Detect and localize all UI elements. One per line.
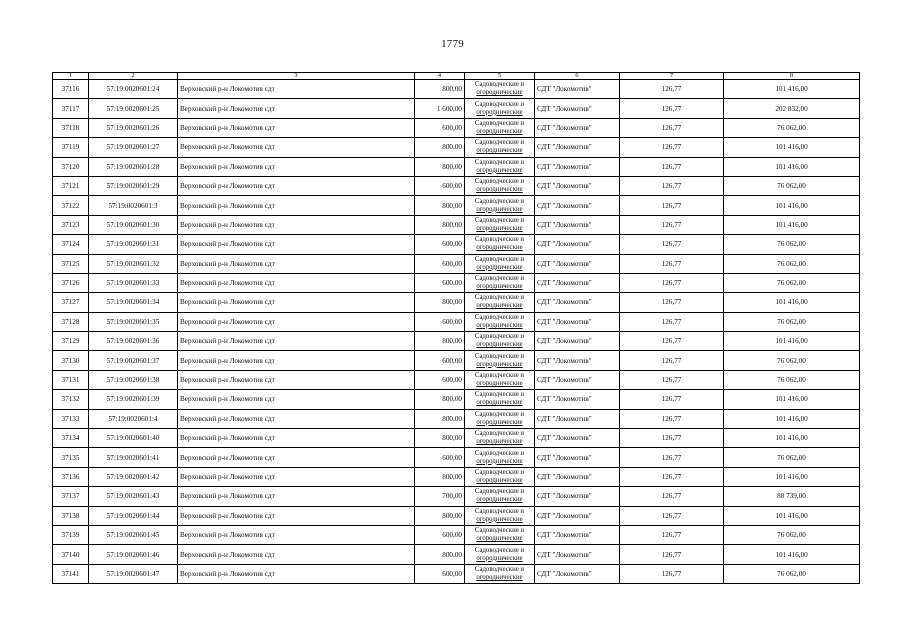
table-row [53, 138, 860, 157]
cadastral-number-cell: 57:19:0020601:35 [89, 312, 178, 331]
address-cell: Верховский р-н Локомотив сдт [178, 545, 415, 564]
unit-price-cell: 126,77 [620, 506, 724, 525]
organization-cell: СДТ "Локомотив" [535, 293, 620, 312]
land-use-category-line-1: Садоводческие и [474, 216, 525, 224]
unit-price-cell: 126,77 [620, 254, 724, 273]
cadastral-number-cell: 57:19:0020601:42 [89, 467, 178, 486]
cadastral-number-cell: 57:19:0020601:46 [89, 545, 178, 564]
land-use-category-line-1: Садоводческие и [474, 178, 525, 186]
land-use-category-line-2: огороднические [476, 166, 523, 174]
area-cell: 600,00 [415, 118, 465, 137]
land-use-category-line-1: Садоводческие и [474, 275, 525, 283]
cadastral-value-cell: 101 416,00 [724, 215, 860, 234]
cadastral-number-cell: 57:19:0020601:38 [89, 370, 178, 389]
cadastral-number-cell: 57:19:0020601:41 [89, 448, 178, 467]
unit-price-cell: 126,77 [620, 118, 724, 137]
unit-price-cell: 126,77 [620, 138, 724, 157]
cadastral-value-cell: 76 062,00 [724, 273, 860, 292]
cadastral-value-cell: 76 062,00 [724, 312, 860, 331]
column-header-1: 1 [53, 73, 89, 80]
land-use-category-line-2: огороднические [476, 186, 523, 194]
cadastral-value-cell: 101 416,00 [724, 293, 860, 312]
area-cell: 600,00 [415, 176, 465, 195]
cadastral-number-cell: 57:19:0020601:44 [89, 506, 178, 525]
table-row [53, 564, 860, 583]
land-use-category-cell [465, 448, 535, 467]
column-header-6: 6 [535, 73, 620, 80]
cadastral-value-cell: 76 062,00 [724, 448, 860, 467]
land-use-category-cell [465, 351, 535, 370]
land-use-category-line-1: Садоводческие и [474, 546, 525, 554]
land-use-category-cell [465, 312, 535, 331]
record-number-cell: 37124 [53, 235, 89, 254]
cadastral-number-cell: 57:19:0020601:24 [89, 80, 178, 99]
land-use-category-line-1: Садоводческие и [474, 449, 525, 457]
land-use-category-cell [465, 99, 535, 118]
address-cell: Верховский р-н Локомотив сдт [178, 564, 415, 583]
organization-cell: СДТ "Локомотив" [535, 351, 620, 370]
cadastral-number-cell: 57:19:0020601:25 [89, 99, 178, 118]
unit-price-cell: 126,77 [620, 525, 724, 544]
unit-price-cell: 126,77 [620, 99, 724, 118]
table-row [53, 525, 860, 544]
record-number-cell: 37126 [53, 273, 89, 292]
table-header [53, 73, 860, 80]
organization-cell: СДТ "Локомотив" [535, 487, 620, 506]
cadastral-number-cell: 57:19:0020601:33 [89, 273, 178, 292]
organization-cell: СДТ "Локомотив" [535, 448, 620, 467]
table-row [53, 429, 860, 448]
land-use-category-line-1: Садоводческие и [474, 236, 525, 244]
organization-cell: СДТ "Локомотив" [535, 80, 620, 99]
land-use-category-line-2: огороднические [476, 147, 523, 155]
address-cell: Верховский р-н Локомотив сдт [178, 370, 415, 389]
land-use-category-line-2: огороднические [476, 244, 523, 252]
organization-cell: СДТ "Локомотив" [535, 370, 620, 389]
table-body [53, 80, 860, 584]
cadastral-number-cell: 57:19:0020601:3 [89, 196, 178, 215]
organization-cell: СДТ "Локомотив" [535, 235, 620, 254]
organization-cell: СДТ "Локомотив" [535, 525, 620, 544]
address-cell: Верховский р-н Локомотив сдт [178, 448, 415, 467]
land-use-category-line-2: огороднические [476, 205, 523, 213]
record-number-cell: 37127 [53, 293, 89, 312]
area-cell: 800,00 [415, 409, 465, 428]
cadastral-number-cell: 57:19:0020601:40 [89, 429, 178, 448]
table-row [53, 487, 860, 506]
unit-price-cell: 126,77 [620, 390, 724, 409]
cadastral-value-cell: 202 832,00 [724, 99, 860, 118]
cadastral-number-cell: 57:19:0020601:30 [89, 215, 178, 234]
organization-cell: СДТ "Локомотив" [535, 99, 620, 118]
land-use-category-cell [465, 390, 535, 409]
land-use-category-line-1: Садоводческие и [474, 100, 525, 108]
address-cell: Верховский р-н Локомотив сдт [178, 525, 415, 544]
unit-price-cell: 126,77 [620, 467, 724, 486]
address-cell: Верховский р-н Локомотив сдт [178, 196, 415, 215]
land-use-category-line-2: огороднические [476, 380, 523, 388]
address-cell: Верховский р-н Локомотив сдт [178, 487, 415, 506]
land-use-category-line-1: Садоводческие и [474, 352, 525, 360]
cadastral-value-cell: 76 062,00 [724, 235, 860, 254]
land-use-category-line-2: огороднические [476, 108, 523, 116]
address-cell: Верховский р-н Локомотив сдт [178, 157, 415, 176]
unit-price-cell: 126,77 [620, 332, 724, 351]
cadastral-value-cell: 88 739,00 [724, 487, 860, 506]
organization-cell: СДТ "Локомотив" [535, 254, 620, 273]
land-use-category-line-1: Садоводческие и [474, 255, 525, 263]
record-number-cell: 37139 [53, 525, 89, 544]
address-cell: Верховский р-н Локомотив сдт [178, 351, 415, 370]
unit-price-cell: 126,77 [620, 176, 724, 195]
record-number-cell: 37133 [53, 409, 89, 428]
area-cell: 600,00 [415, 525, 465, 544]
land-use-category-line-2: огороднические [476, 399, 523, 407]
organization-cell: СДТ "Локомотив" [535, 118, 620, 137]
record-number-cell: 37132 [53, 390, 89, 409]
cadastral-value-cell: 101 416,00 [724, 409, 860, 428]
area-cell: 800,00 [415, 293, 465, 312]
area-cell: 600,00 [415, 448, 465, 467]
land-use-category-line-2: огороднические [476, 496, 523, 504]
land-use-category-line-1: Садоводческие и [474, 488, 525, 496]
record-number-cell: 37117 [53, 99, 89, 118]
unit-price-cell: 126,77 [620, 157, 724, 176]
cadastral-value-cell: 101 416,00 [724, 390, 860, 409]
land-use-category-cell [465, 545, 535, 564]
cadastral-number-cell: 57:19:0020601:26 [89, 118, 178, 137]
table-row [53, 370, 860, 389]
land-use-category-cell [465, 196, 535, 215]
cadastral-number-cell: 57:19:0020601:4 [89, 409, 178, 428]
record-number-cell: 37140 [53, 545, 89, 564]
area-cell: 800,00 [415, 138, 465, 157]
cadastral-number-cell: 57:19:0020601:37 [89, 351, 178, 370]
table-row [53, 351, 860, 370]
record-number-cell: 37128 [53, 312, 89, 331]
table-row [53, 467, 860, 486]
land-use-category-line-1: Садоводческие и [474, 197, 525, 205]
cadastral-value-cell: 101 416,00 [724, 545, 860, 564]
land-use-category-cell [465, 525, 535, 544]
cadastral-value-cell: 76 062,00 [724, 118, 860, 137]
land-use-category-line-2: огороднические [476, 127, 523, 135]
unit-price-cell: 126,77 [620, 448, 724, 467]
address-cell: Верховский р-н Локомотив сдт [178, 273, 415, 292]
area-cell: 600,00 [415, 254, 465, 273]
land-use-category-line-1: Садоводческие и [474, 565, 525, 573]
column-header-7: 7 [620, 73, 724, 80]
area-cell: 800,00 [415, 545, 465, 564]
address-cell: Верховский р-н Локомотив сдт [178, 390, 415, 409]
cadastral-value-cell: 101 416,00 [724, 429, 860, 448]
land-use-category-line-2: огороднические [476, 89, 523, 97]
record-number-cell: 37137 [53, 487, 89, 506]
cadastral-number-cell: 57:19:0020601:34 [89, 293, 178, 312]
land-use-category-line-2: огороднические [476, 438, 523, 446]
record-number-cell: 37121 [53, 176, 89, 195]
address-cell: Верховский р-н Локомотив сдт [178, 332, 415, 351]
cadastral-value-cell: 76 062,00 [724, 564, 860, 583]
organization-cell: СДТ "Локомотив" [535, 312, 620, 331]
land-use-category-cell [465, 118, 535, 137]
cadastral-number-cell: 57:19:0020601:31 [89, 235, 178, 254]
area-cell: 800,00 [415, 429, 465, 448]
header-row [53, 73, 860, 80]
table-row [53, 293, 860, 312]
organization-cell: СДТ "Локомотив" [535, 332, 620, 351]
area-cell: 700,00 [415, 487, 465, 506]
address-cell: Верховский р-н Локомотив сдт [178, 99, 415, 118]
address-cell: Верховский р-н Локомотив сдт [178, 312, 415, 331]
organization-cell: СДТ "Локомотив" [535, 506, 620, 525]
area-cell: 600,00 [415, 273, 465, 292]
land-use-category-line-1: Садоводческие и [474, 333, 525, 341]
land-register-table [52, 72, 860, 584]
land-use-category-line-2: огороднические [476, 224, 523, 232]
table-row [53, 273, 860, 292]
address-cell: Верховский р-н Локомотив сдт [178, 506, 415, 525]
unit-price-cell: 126,77 [620, 564, 724, 583]
table-row [53, 215, 860, 234]
land-use-category-line-1: Садоводческие и [474, 158, 525, 166]
record-number-cell: 37116 [53, 80, 89, 99]
area-cell: 800,00 [415, 196, 465, 215]
land-use-category-cell [465, 176, 535, 195]
cadastral-value-cell: 76 062,00 [724, 254, 860, 273]
record-number-cell: 37119 [53, 138, 89, 157]
land-use-category-line-2: огороднические [476, 477, 523, 484]
record-number-cell: 37120 [53, 157, 89, 176]
organization-cell: СДТ "Локомотив" [535, 409, 620, 428]
land-use-category-line-2: огороднические [476, 341, 523, 349]
record-number-cell: 37134 [53, 429, 89, 448]
area-cell: 800,00 [415, 332, 465, 351]
land-use-category-line-1: Садоводческие и [474, 372, 525, 380]
record-number-cell: 37141 [53, 564, 89, 583]
column-header-4: 4 [415, 73, 465, 80]
land-use-category-line-1: Садоводческие и [474, 119, 525, 127]
cadastral-value-cell: 101 416,00 [724, 196, 860, 215]
unit-price-cell: 126,77 [620, 545, 724, 564]
cadastral-number-cell: 57:19:0020601:27 [89, 138, 178, 157]
cadastral-value-cell: 76 062,00 [724, 351, 860, 370]
cadastral-number-cell: 57:19:0020601:32 [89, 254, 178, 273]
area-cell: 600,00 [415, 370, 465, 389]
land-use-category-line-1: Садоводческие и [474, 507, 525, 515]
address-cell: Верховский р-н Локомотив сдт [178, 254, 415, 273]
land-use-category-line-1: Садоводческие и [474, 469, 525, 476]
address-cell: Верховский р-н Локомотив сдт [178, 215, 415, 234]
table-row [53, 506, 860, 525]
table-row [53, 235, 860, 254]
land-use-category-line-2: огороднические [476, 573, 523, 581]
cadastral-value-cell: 101 416,00 [724, 332, 860, 351]
page-number: 1779 [441, 38, 464, 50]
land-use-category-cell [465, 273, 535, 292]
organization-cell: СДТ "Локомотив" [535, 273, 620, 292]
cadastral-number-cell: 57:19:0020601:39 [89, 390, 178, 409]
organization-cell: СДТ "Локомотив" [535, 564, 620, 583]
record-number-cell: 37136 [53, 467, 89, 486]
cadastral-value-cell: 101 416,00 [724, 80, 860, 99]
unit-price-cell: 126,77 [620, 487, 724, 506]
cadastral-number-cell: 57:19:0020601:29 [89, 176, 178, 195]
address-cell: Верховский р-н Локомотив сдт [178, 429, 415, 448]
cadastral-value-cell: 76 062,00 [724, 525, 860, 544]
record-number-cell: 37131 [53, 370, 89, 389]
address-cell: Верховский р-н Локомотив сдт [178, 118, 415, 137]
organization-cell: СДТ "Локомотив" [535, 215, 620, 234]
unit-price-cell: 126,77 [620, 293, 724, 312]
column-header-8: 8 [724, 73, 860, 80]
area-cell: 600,00 [415, 351, 465, 370]
land-use-category-line-1: Садоводческие и [474, 430, 525, 438]
organization-cell: СДТ "Локомотив" [535, 176, 620, 195]
organization-cell: СДТ "Локомотив" [535, 196, 620, 215]
land-use-category-cell [465, 235, 535, 254]
organization-cell: СДТ "Локомотив" [535, 157, 620, 176]
address-cell: Верховский р-н Локомотив сдт [178, 138, 415, 157]
address-cell: Верховский р-н Локомотив сдт [178, 409, 415, 428]
area-cell: 600,00 [415, 564, 465, 583]
organization-cell: СДТ "Локомотив" [535, 545, 620, 564]
table-row [53, 118, 860, 137]
area-cell: 600,00 [415, 235, 465, 254]
land-use-category-cell [465, 370, 535, 389]
record-number-cell: 37129 [53, 332, 89, 351]
table-row [53, 176, 860, 195]
unit-price-cell: 126,77 [620, 429, 724, 448]
address-cell: Верховский р-н Локомотив сдт [178, 235, 415, 254]
cadastral-number-cell: 57:19:0020601:28 [89, 157, 178, 176]
area-cell: 1 600,00 [415, 99, 465, 118]
cadastral-value-cell: 76 062,00 [724, 176, 860, 195]
land-use-category-cell [465, 293, 535, 312]
land-use-category-cell [465, 80, 535, 99]
area-cell: 800,00 [415, 390, 465, 409]
record-number-cell: 37125 [53, 254, 89, 273]
cadastral-value-cell: 101 416,00 [724, 157, 860, 176]
cadastral-number-cell: 57:19:0020601:36 [89, 332, 178, 351]
column-header-5: 5 [465, 73, 535, 80]
unit-price-cell: 126,77 [620, 370, 724, 389]
land-use-category-line-2: огороднические [476, 554, 523, 562]
record-number-cell: 37130 [53, 351, 89, 370]
land-use-category-line-1: Садоводческие и [474, 391, 525, 399]
land-use-category-line-1: Садоводческие и [474, 527, 525, 535]
unit-price-cell: 126,77 [620, 235, 724, 254]
table-row [53, 80, 860, 99]
land-use-category-line-1: Садоводческие и [474, 139, 525, 147]
table-row [53, 254, 860, 273]
table-row [53, 545, 860, 564]
cadastral-value-cell: 101 416,00 [724, 138, 860, 157]
land-use-category-line-2: огороднические [476, 515, 523, 523]
table-row [53, 157, 860, 176]
cadastral-value-cell: 101 416,00 [724, 467, 860, 486]
land-use-category-line-2: огороднические [476, 321, 523, 329]
address-cell: Верховский р-н Локомотив сдт [178, 293, 415, 312]
unit-price-cell: 126,77 [620, 273, 724, 292]
area-cell: 800,00 [415, 80, 465, 99]
land-use-category-line-2: огороднические [476, 535, 523, 543]
land-use-category-line-2: огороднические [476, 360, 523, 368]
table-row [53, 312, 860, 331]
land-use-category-line-2: огороднические [476, 263, 523, 271]
table-row [53, 390, 860, 409]
land-use-category-line-2: огороднические [476, 418, 523, 426]
table-row [53, 99, 860, 118]
table-row [53, 196, 860, 215]
unit-price-cell: 126,77 [620, 215, 724, 234]
land-use-category-line-1: Садоводческие и [474, 410, 525, 418]
unit-price-cell: 126,77 [620, 409, 724, 428]
address-cell: Верховский р-н Локомотив сдт [178, 467, 415, 486]
record-number-cell: 37138 [53, 506, 89, 525]
record-number-cell: 37122 [53, 196, 89, 215]
land-use-category-cell [465, 254, 535, 273]
area-cell: 600,00 [415, 312, 465, 331]
unit-price-cell: 126,77 [620, 196, 724, 215]
address-cell: Верховский р-н Локомотив сдт [178, 80, 415, 99]
column-header-3: 3 [178, 73, 415, 80]
unit-price-cell: 126,77 [620, 351, 724, 370]
organization-cell: СДТ "Локомотив" [535, 390, 620, 409]
land-use-category-cell [465, 467, 535, 486]
land-use-category-cell [465, 487, 535, 506]
land-use-category-line-1: Садоводческие и [474, 313, 525, 321]
land-use-category-cell [465, 429, 535, 448]
land-use-category-cell [465, 409, 535, 428]
cadastral-number-cell: 57:19:0020601:43 [89, 487, 178, 506]
organization-cell: СДТ "Локомотив" [535, 429, 620, 448]
land-use-category-line-2: огороднические [476, 457, 523, 465]
organization-cell: СДТ "Локомотив" [535, 467, 620, 486]
address-cell: Верховский р-н Локомотив сдт [178, 176, 415, 195]
land-use-category-cell [465, 564, 535, 583]
cadastral-value-cell: 101 416,00 [724, 506, 860, 525]
organization-cell: СДТ "Локомотив" [535, 138, 620, 157]
table-row [53, 409, 860, 428]
land-use-category-cell [465, 157, 535, 176]
unit-price-cell: 126,77 [620, 312, 724, 331]
area-cell: 800,00 [415, 467, 465, 486]
record-number-cell: 37123 [53, 215, 89, 234]
cadastral-value-cell: 76 062,00 [724, 370, 860, 389]
land-use-category-line-2: огороднические [476, 302, 523, 310]
column-header-2: 2 [89, 73, 178, 80]
record-number-cell: 37118 [53, 118, 89, 137]
unit-price-cell: 126,77 [620, 80, 724, 99]
land-use-category-line-2: огороднические [476, 283, 523, 291]
land-use-category-cell [465, 332, 535, 351]
land-use-category-cell [465, 138, 535, 157]
area-cell: 800,00 [415, 506, 465, 525]
land-use-category-line-1: Садоводческие и [474, 294, 525, 302]
area-cell: 800,00 [415, 215, 465, 234]
table-row [53, 332, 860, 351]
area-cell: 800,00 [415, 157, 465, 176]
table-row [53, 448, 860, 467]
land-use-category-cell [465, 215, 535, 234]
cadastral-number-cell: 57:19:0020601:45 [89, 525, 178, 544]
land-use-category-cell [465, 506, 535, 525]
record-number-cell: 37135 [53, 448, 89, 467]
land-use-category-line-1: Садоводческие и [474, 81, 525, 89]
cadastral-number-cell: 57:19:0020601:47 [89, 564, 178, 583]
